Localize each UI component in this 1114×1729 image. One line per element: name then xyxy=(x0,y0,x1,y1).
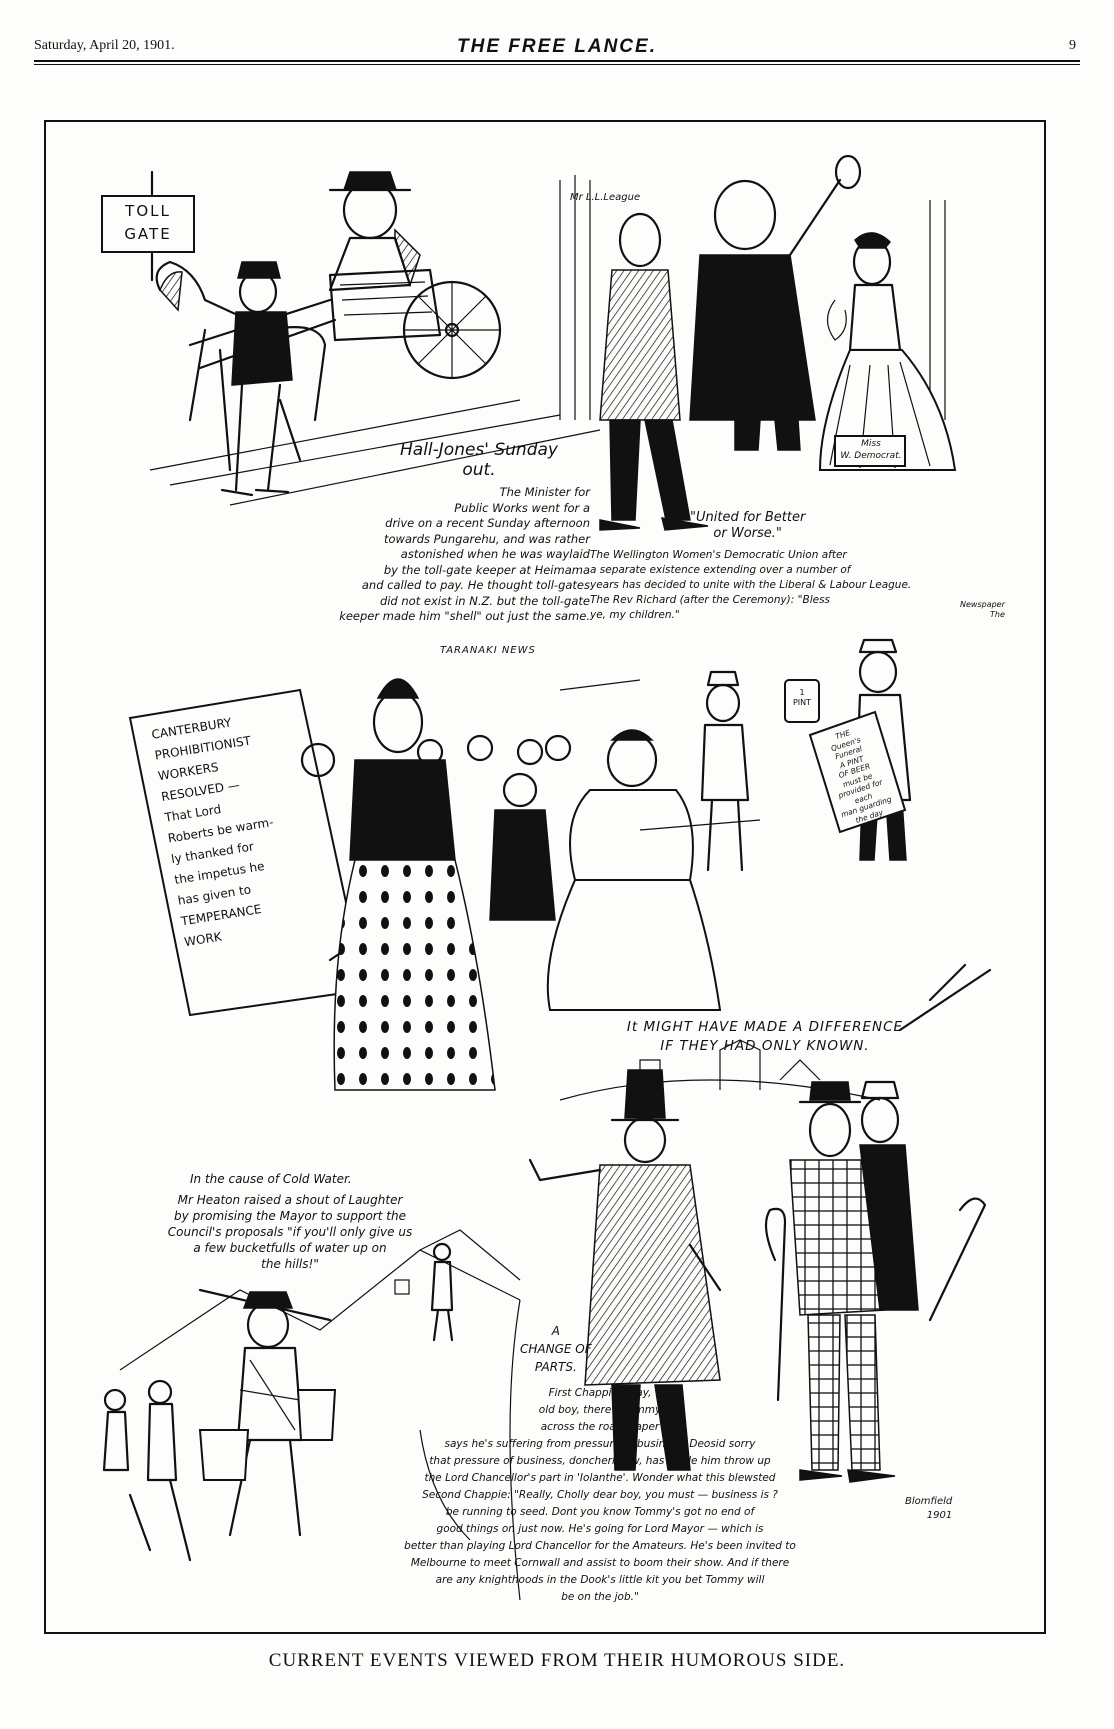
pint-mug-label: 1 PINT xyxy=(792,688,812,707)
wedding-credit: Newspaper The xyxy=(960,600,1005,619)
prohibitionist-notice-text: CANTERBURY PROHIBITIONIST WORKERS RESOLVED — That Lord Roberts be warm- ly thanked for the impetus he has given to TEMPERANCE WORK xyxy=(150,715,275,950)
change-of-parts-heading: A CHANGE OF PARTS. xyxy=(520,1324,592,1374)
cold-water-caption: Mr Heaton raised a shout of Laughter by promising the Mayor to support the Council's proposals "if you'll only give us a few bucketfulls of water up on the hills!" xyxy=(167,1193,413,1271)
toll-gate-sign-text: TOLL GATE xyxy=(124,202,172,243)
toll-gate-caption: The Minister for Public Works went for a drive on a recent Sunday afternoon towards Pungarehu, and was rather astonished when he was waylaid by the toll-gate keeper at Heimama and called to pay. He thought toll-gates did not exist in N.Z. but the toll-gate keeper made him "shell" out just the same. xyxy=(339,485,590,623)
toll-gate-heading: Hall-Jones' Sunday out. xyxy=(400,440,558,480)
queens-funeral-placard-text: THE Queen's Funeral A PINT OF BEER must be provided for each man guarding the day xyxy=(829,728,893,825)
publication-title: THE FREE LANCE. xyxy=(457,36,657,57)
change-of-parts-dialogue: First Chappie: "Say, old boy, there's Tommy across the road, Paper says he's suffering from pressure of business. Deosid sorry that pressure of business, doncherknew, has made him throw up the Lord Chancellor's part in 'Iolanthe'. Wonder what this blewsted Second Chappie: "Really, Cholly dear boy, you must — business is ? be running to seed. Dont you know Tommy's got no end of good things on just now. He's going for Lord Mayor — which is better than playing Lord Chancellor for the Amateurs. He's been invited to Melbourne to meet Cornwall and assist to boom their show. And if there are any knighthoods in the Dook's little kit you bet Tommy will be on the job." xyxy=(404,1387,796,1603)
page-footer-caption: CURRENT EVENTS VIEWED FROM THEIR HUMOROUS SIDE. xyxy=(268,1650,846,1671)
temperance-caption: It MIGHT HAVE MADE A DIFFERENCE IF THEY HAD ONLY KNOWN. xyxy=(626,1019,904,1054)
artist-signature: Blomfield 1901 xyxy=(905,1496,953,1521)
cold-water-heading: In the cause of Cold Water. xyxy=(190,1172,352,1186)
toll-gate-credit: TARANAKI NEWS xyxy=(440,645,536,656)
wedding-heading: "United for Better or Worse." xyxy=(690,510,806,541)
bucket-left xyxy=(200,1430,248,1480)
page-number: 9 xyxy=(1069,38,1076,53)
wedding-illustration xyxy=(560,156,955,530)
issue-date: Saturday, April 20, 1901. xyxy=(34,38,175,53)
groom-label: Mr L.L.League xyxy=(570,192,641,203)
polka-dot-dress xyxy=(334,860,495,1090)
wedding-caption: The Wellington Women's Democratic Union after a separate existence extending over a number of years has decided to unite with the Liberal & Labour League. The Rev Richard (after the Ceremony): "Bless ye, my children." xyxy=(590,549,912,621)
bride-label: Miss W. Democrat. xyxy=(840,439,902,461)
